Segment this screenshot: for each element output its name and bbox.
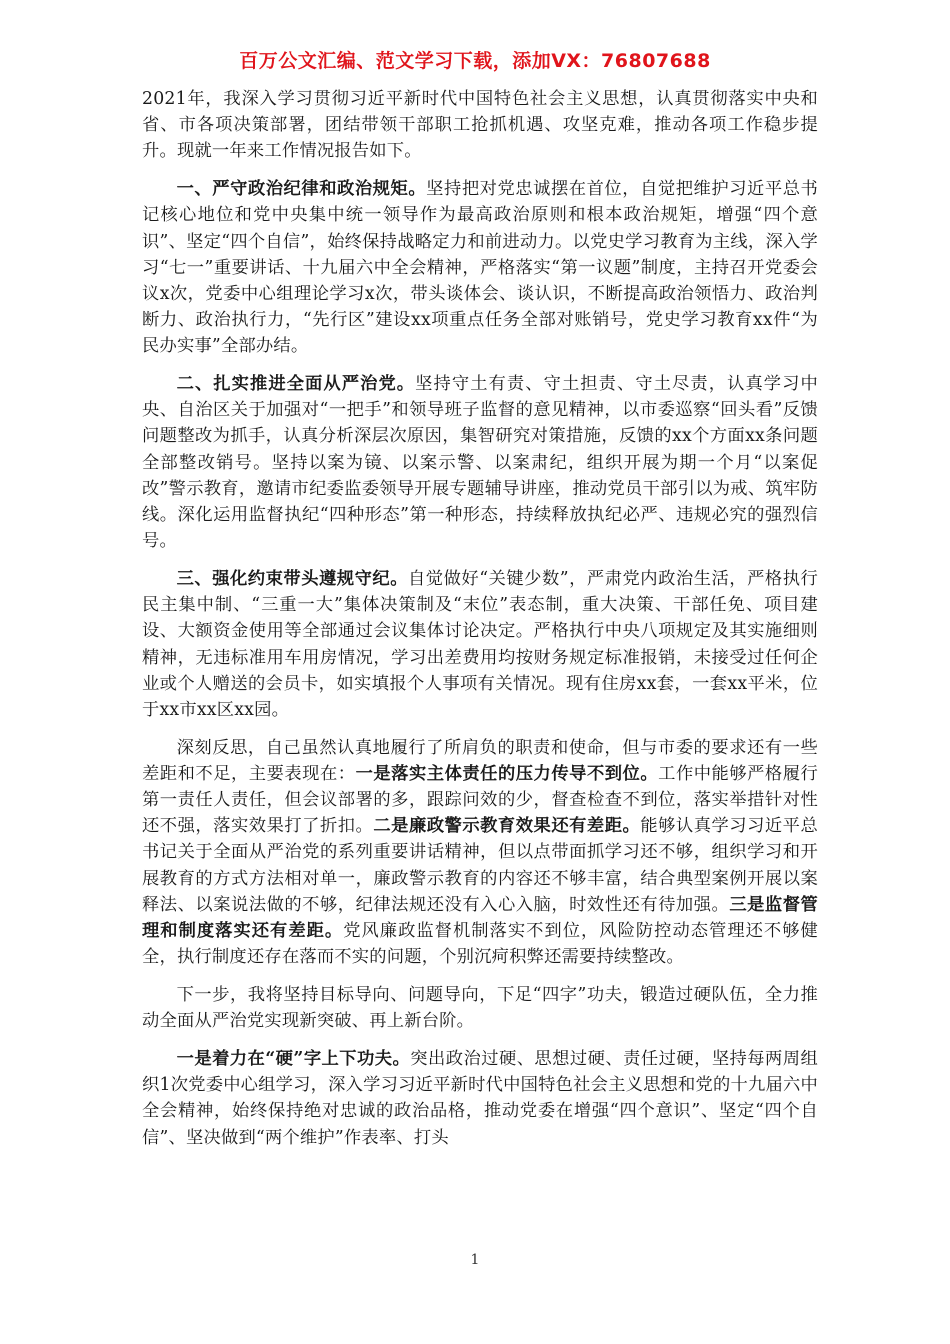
next-steps-paragraph	[142, 982, 818, 1034]
issue-heading-2: 二是廉政警示教育效果还有差距。	[373, 816, 641, 837]
paragraph-text: 自觉做好“关键少数”，严肃党内政治生活，严格执行民主集中制、“三重一大”集体决策制及“末位”表态制，重大决策、干部任免、项目建设、大额资金使用等全部通过会议集体讨论决定。严格执行中央八项规定及其实施细则精神，无违标准用车用房情况，学习出差费用均按财务规定标准报销，未接受过任何企业或个人赠送的会员卡，如实填报个人事项有关情况。现有住房xx套，一套xx平米，位于xx市xx区xx园。	[142, 568, 818, 720]
section-paragraph-2	[142, 371, 818, 554]
watermark-header: 百万公文汇编、范文学习下载，添加VX：76807688	[239, 50, 711, 72]
paragraph-text: 坚持守土有责、守土担责、守土尽责，认真学习中央、自治区关于加强对“一把手”和领导班子监督的意见精神，以市委巡察“回头看”反馈问题整改为抓手，认真分析深层次原因，集智研究对策措施，反馈的xx个方面xx条问题全部整改销号。坚持以案为镜、以案示警、以案肃纪，组织开展为期一个月“以案促改”警示教育，邀请市纪委监委领导开展专题辅导讲座，推动党员干部引以为戒、筑牢防线。深化运用监督执纪“四种形态”第一种形态，持续释放执纪必严、违规必究的强烈信号。	[142, 374, 818, 552]
paragraph-text: 党风廉政监督机制落实不到位，风险防控动态管理还不够健全，执行制度还存在落而不实的问题，个别沉疴积弊还需要持续整改。	[142, 921, 819, 968]
paragraph-text: 突出政治过硬、思想过硬、责任过硬，坚持每两周组织1次党委中心组学习，深入学习习近平新时代中国特色社会主义思想和党的十九届六中全会精神，始终保持绝对忠诚的政治品格，推动党委在增强“四个意识”、坚定“四个自信”、坚决做到“两个维护”作表率、打头	[142, 1048, 818, 1148]
reflection-paragraph	[142, 735, 818, 971]
section-heading: 一、严守政治纪律和政治规矩。	[176, 179, 427, 200]
paragraph-text: 工作中能够严格履行第一责任人责任，但会议部署的多，跟踪问效的少，督查检查不到位，落实举措针对性还不强，落实效果打了折扣。	[142, 763, 818, 837]
section-paragraph-3	[142, 566, 818, 723]
section-paragraph-1	[142, 176, 818, 359]
issue-heading-3: 三是监督管理和制度落实还有差距。	[142, 894, 818, 942]
paragraph-text: 坚持把对党忠诚摆在首位，自觉把维护习近平总书记核心地位和党中央集中统一领导作为最高政治原则和根本政治规矩，增强“四个意识”、坚定“四个自信”，始终保持战略定力和前进动力。以党史学习教育为主线，深入学习“七一”重要讲话、十九届六中全会精神，严格落实“第一议题”制度，主持召开党委会议x次，党委中心组理论学习x次，带头谈体会、谈认识，不断提高政治领悟力、政治判断力、政治执行力，“先行区”建设xx项重点任务全部对账销号，党史学习教育xx件“为民办实事”全部办结。	[142, 179, 818, 357]
section-heading: 三、强化约束带头遵规守纪。	[176, 568, 408, 589]
intro-paragraph	[142, 86, 818, 165]
page-number: 1	[470, 1252, 480, 1268]
paragraph-text: 2021年，我深入学习贯彻习近平新时代中国特色社会主义思想，认真贯彻落实中央和省、市各项决策部署，团结带领干部职工抢抓机遇、攻坚克难，推动各项工作稳步提升。现就一年来工作情况报告如下。	[142, 89, 818, 162]
paragraph-text: 下一步，我将坚持目标导向、问题导向，下足“四字”功夫，锻造过硬队伍，全力推动全面从严治党实现新突破、再上新台阶。	[142, 985, 818, 1032]
measure-heading: 一是着力在“硬”字上下功夫。	[176, 1048, 411, 1069]
issue-heading-1: 一是落实主体责任的压力传导不到位。	[355, 763, 659, 784]
paragraph-text: 深刻反思，自己虽然认真地履行了所肩负的职责和使命，但与市委的要求还有一些差距和不足，主要表现在：	[142, 737, 818, 784]
paragraph-text: 能够认真学习习近平总书记关于全面从严治党的系列重要讲话精神，但以点带面抓学习还不够，组织学习和开展教育的方式方法相对单一，廉政警示教育的内容还不够丰富，结合典型案例开展以案释法、以案说法做的不够，纪律法规还没有入心入脑，时效性还有待加强。	[142, 816, 818, 915]
measure-paragraph-1	[142, 1046, 818, 1151]
section-heading: 二、扎实推进全面从严治党。	[176, 374, 416, 395]
document-body	[142, 86, 818, 1162]
